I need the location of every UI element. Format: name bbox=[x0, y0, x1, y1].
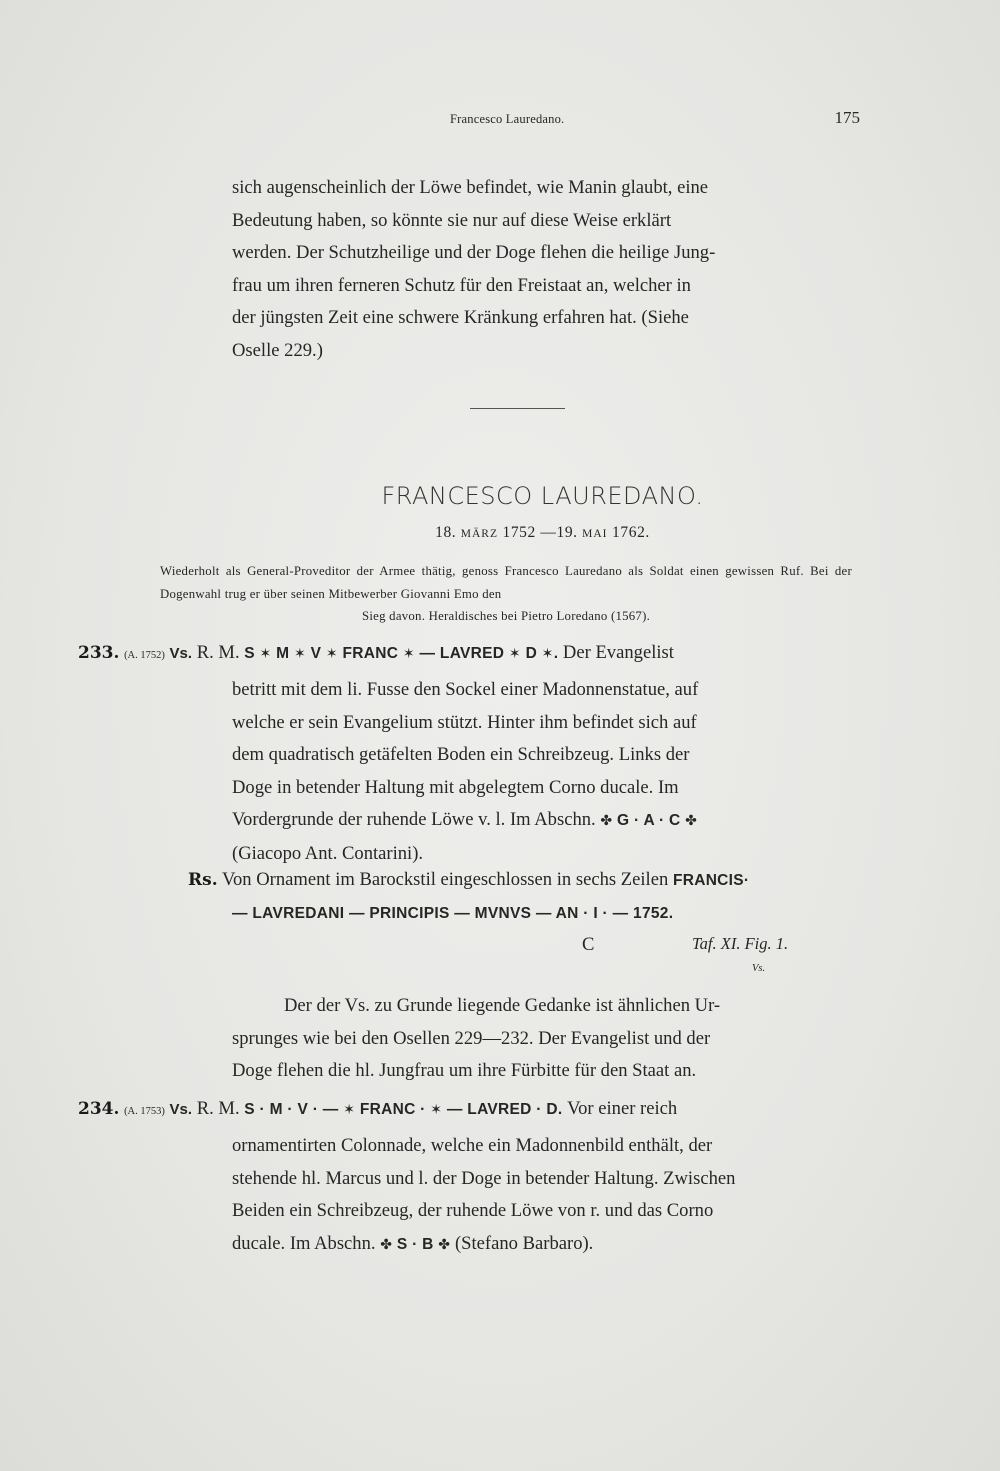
plate-sub bbox=[752, 958, 765, 976]
date-end-month: MAI bbox=[582, 528, 608, 540]
text-line: ornamentirten Colonnade, welche ein Madonnenbild enthält, der bbox=[232, 1135, 713, 1156]
text-line: der jüngsten Zeit eine schwere Kränkung erfahren hat. (Siehe bbox=[232, 307, 689, 328]
star-icon: ✶ bbox=[508, 646, 521, 662]
entry-number: 233. bbox=[78, 643, 120, 663]
section-title: FRANCESCO LAUREDANO. bbox=[381, 482, 704, 510]
reverse-legend: — LAVREDANI — PRINCIPIS — MVNVS — AN · I · — 1752. bbox=[232, 905, 674, 922]
biography-text: Wiederholt als General-Proveditor der Armee thätig, genoss Francesco Lauredano als Soldat einen gewissen Ruf. Bei der Dogenwahl trug er über seinen Mitbewerber Giovanni Emo den bbox=[160, 564, 852, 601]
obverse-label: Vs. bbox=[169, 1101, 193, 1118]
entry-234-header bbox=[78, 1098, 677, 1120]
plate-ref-text: Taf. XI. Fig. 1. bbox=[692, 934, 789, 953]
star-icon: ✶ bbox=[259, 646, 272, 662]
date-start-day: 18. bbox=[435, 524, 457, 541]
metal-note: R. M. bbox=[196, 1098, 240, 1119]
exergue-initials: G · A · C bbox=[617, 812, 681, 829]
text-line: frau um ihren ferneren Schutz für den Freistaat an, welcher in bbox=[232, 274, 691, 296]
exergue-legend bbox=[600, 812, 697, 829]
entry-annotation: (A. 1752) bbox=[124, 650, 165, 661]
legend-part: — LAVRED bbox=[419, 645, 505, 662]
text-line: werden. Der Schutzheilige und der Doge flehen die heilige Jung- bbox=[232, 242, 716, 263]
reverse-label: Rs. bbox=[188, 870, 218, 890]
entry-annotation: (A. 1753) bbox=[124, 1106, 165, 1117]
star-icon: ✶ bbox=[402, 646, 415, 662]
legend-part: D bbox=[525, 645, 538, 662]
plate-sub-text: Vs. bbox=[752, 963, 766, 974]
legend-part: S bbox=[244, 645, 255, 662]
running-title: Francesco Lauredano. bbox=[450, 112, 565, 126]
obverse-label: Vs. bbox=[169, 645, 193, 662]
exergue-legend bbox=[380, 1236, 450, 1253]
quatrefoil-icon: ✤ bbox=[438, 1236, 451, 1253]
exergue-line bbox=[232, 1228, 854, 1262]
exergue-line bbox=[232, 804, 854, 838]
text-line: dem quadratisch getäfelten Boden ein Schreibzeug. Links der bbox=[232, 744, 690, 765]
description-start: Vor einer reich bbox=[567, 1098, 678, 1119]
biography-note bbox=[160, 560, 852, 628]
star-icon: ✶ bbox=[430, 1102, 443, 1118]
entry-233-description bbox=[232, 674, 854, 870]
entry-number: 234. bbox=[78, 1099, 120, 1119]
text-segment: ducale. Im Abschn. bbox=[232, 1232, 376, 1254]
legend-part: V bbox=[310, 645, 322, 662]
legend-part: M bbox=[276, 645, 290, 662]
star-icon: ✶ bbox=[343, 1102, 356, 1118]
plate-reference bbox=[692, 934, 788, 954]
quatrefoil-icon: ✤ bbox=[380, 1236, 393, 1253]
text-line: Der der Vs. zu Grunde liegende Gedanke ist ähnlichen Ur- bbox=[284, 995, 721, 1016]
text-line: welche er sein Evangelium stützt. Hinter ihm befindet sich auf bbox=[232, 711, 697, 733]
text-segment: Vordergrunde der ruhende Löwe v. l. Im Abschn. bbox=[232, 809, 596, 830]
text-line: Bedeutung haben, so könnte sie nur auf diese Weise erklärt bbox=[232, 209, 672, 231]
date-end-day: 19. bbox=[556, 524, 578, 541]
legend-part: — LAVRED · D. bbox=[446, 1101, 563, 1118]
reverse-legend-line bbox=[232, 902, 673, 924]
biography-last-line: Sieg davon. Heraldisches bei Pietro Loredano (1567). bbox=[361, 609, 651, 623]
exergue-name: (Giacopo Ant. Contarini). bbox=[232, 842, 424, 864]
reign-dates bbox=[230, 524, 855, 542]
quatrefoil-icon: ✤ bbox=[685, 813, 698, 829]
date-start-year: 1752 bbox=[502, 524, 536, 541]
date-dash: — bbox=[540, 524, 557, 541]
reverse-text: Von Ornament im Barockstil eingeschlossen in sechs Zeilen bbox=[221, 869, 669, 890]
metal-note: R. M. bbox=[196, 642, 240, 663]
legend-part: FRANC · bbox=[359, 1101, 426, 1118]
section-divider bbox=[470, 408, 565, 409]
quatrefoil-icon: ✤ bbox=[600, 813, 613, 829]
text-line: stehende hl. Marcus und l. der Doge in betender Haltung. Zwischen bbox=[232, 1167, 736, 1189]
page-number: 175 bbox=[834, 108, 860, 127]
text-line: Oselle 229.) bbox=[232, 339, 323, 361]
text-line: Doge flehen die hl. Jungfrau um ihre Fürbitte für den Staat an. bbox=[232, 1060, 697, 1081]
reverse-line bbox=[188, 869, 749, 891]
text-line: sprunges wie bei den Osellen 229—232. Der Evangelist und der bbox=[232, 1027, 711, 1049]
text-line: Beiden ein Schreibzeug, der ruhende Löwe von r. und das Corno bbox=[232, 1200, 714, 1221]
description-start: Der Evangelist bbox=[562, 642, 674, 663]
star-icon: ✶ bbox=[325, 646, 338, 662]
text-line: betritt mit dem li. Fusse den Sockel einer Madonnenstatue, auf bbox=[232, 679, 699, 700]
date-start-month: MÄRZ bbox=[460, 528, 498, 540]
obverse-legend bbox=[244, 1101, 567, 1118]
commentary bbox=[232, 990, 854, 1088]
obverse-legend: S ✶ M ✶ V ✶ FRANC ✶ — LAVRED ✶ D ✶. bbox=[244, 645, 563, 662]
intro-paragraph bbox=[232, 172, 854, 367]
exergue-name: (Stefano Barbaro). bbox=[454, 1232, 594, 1254]
text-line: Doge in betender Haltung mit abgelegtem Corno ducale. Im bbox=[232, 776, 679, 798]
entry-233-header bbox=[78, 642, 674, 664]
date-end-year: 1762. bbox=[612, 524, 650, 541]
mint-letter: C bbox=[582, 934, 595, 955]
reverse-legend: FRANCIS· bbox=[672, 872, 750, 889]
entry-234-description bbox=[232, 1130, 854, 1261]
star-icon: ✶ bbox=[293, 646, 307, 662]
legend-part: S · M · V · — bbox=[244, 1101, 339, 1118]
text-line: sich augenscheinlich der Löwe befindet, wie Manin glaubt, eine bbox=[232, 177, 709, 198]
legend-part: FRANC bbox=[342, 645, 399, 662]
star-icon: ✶ bbox=[541, 646, 554, 662]
exergue-initials: S · B bbox=[396, 1235, 434, 1253]
